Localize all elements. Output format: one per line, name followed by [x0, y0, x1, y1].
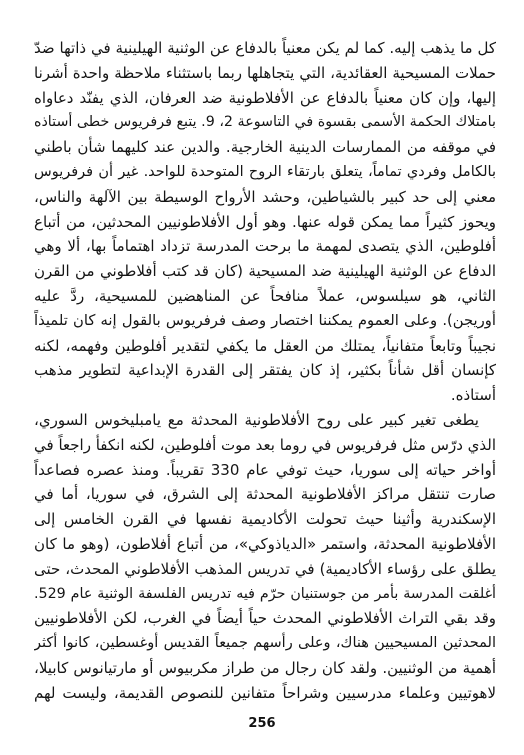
- page-number: 256: [248, 716, 276, 731]
- text-line: معني إلى حد كبير بالشياطين، وحشد الأرواح الوسيطة بين الآلهة والناس،: [34, 187, 496, 206]
- text-line: أستاذه.: [450, 386, 496, 405]
- text-line: الثاني، هو سيلسوس، عملاً منافحاً عن المناهضين للمسيحية، ردَّ عليه: [34, 286, 496, 305]
- text-line: حملات المسيحية العقائدية، التي يتجاهلها ربما باستثناء ملاحظة واحدة أشرنا: [34, 63, 496, 82]
- text-line: الذي درّس مثل فرفريوس في روما بعد موت أفلوطين، لكنه انكفأ راجعاً في: [34, 435, 496, 454]
- text-line: أغلقت المدرسة بأمر من جوستنيان حرّم فيه تدريس الفلسفة الوثنية عام 529.: [34, 585, 496, 602]
- text-line: أفلوطين، الذي يتصدى لمهمة ما برحت المدرسة تزداد اهتماماً بها، ألا وهي: [34, 237, 496, 256]
- text-line: أواخر حياته إلى سوريا، حيث توفي عام 330 تقريباً. ومنذ عصره فصاعداً: [34, 460, 496, 479]
- text-line: ويحوز كثيراً مما يمكن قوله عنها. وهو أول الأفلاطونيين المحدثين، من أتباع: [34, 212, 496, 231]
- text-line: أوريجن). وعلى العموم يمكننا اختصار وصف فرفريوس بالقول إنه كان تلميذاً: [34, 311, 496, 329]
- page-body-text: [34, 36, 496, 706]
- text-line: الإسكندرية وأثينا حيث تحولت الأكاديمية نفسها في القرن الخامس إلى: [34, 510, 496, 529]
- paragraph: [34, 408, 496, 706]
- text-line: نجيباً وتابعاً متفانياً، يمتلك من العقل ما يكفي لتقدير أفلوطين وفهمه، لكنه: [34, 336, 496, 355]
- text-line: إليها، وإن كان معنياً بالدفاع عن الأفلاطونية ضد العرفان، الذي يفنّد دعاواه: [34, 88, 496, 107]
- text-line: كإنسان أقل شأناً بكثير، إذ كان يفتقر إلى القدرة الإبداعية لتطوير مذهب: [34, 361, 496, 380]
- text-line: يطغى تغير كبير على روح الأفلاطونية المحدثة مع يامبليخوس السوري،: [34, 410, 479, 429]
- text-line: كل ما يذهب إليه. كما لم يكن معنياً بالدفاع عن الوثنية الهيلينية في ذاتها ضدّ: [34, 39, 496, 57]
- text-line: بامتلاك الحكمة الأسمى بقسوة في التاسوعة 2، 9. يتبع فرفريوس خطى أستاذه: [34, 114, 496, 131]
- text-line: في موقفه من الممارسات الدينية الخارجية. والدين عند كليهما شأن باطني: [34, 138, 496, 157]
- text-line: لاهوتيين وعلماء مدرسيين وشراحاً متفانين للنصوص القديمة، وليست لهم: [34, 683, 496, 702]
- text-line: بالكامل وفردي تماماً، يتعلق بارتقاء الروح المتوحدة للواحد. غير أن فرفريوس: [34, 163, 496, 180]
- text-line: الدفاع عن الوثنية الهيلينية ضد المسيحية (كان قد كتب أفلاطوني من القرن: [34, 262, 496, 281]
- text-line: يطلق على رؤساء الأكاديمية) في تدريس المذهب الأفلاطوني المحدث، حتى: [34, 559, 496, 578]
- text-line: أهمية من الوثنيين. ولقد كان رجال من طراز مكربيوس أو مارتيانوس كابيلا،: [34, 658, 496, 677]
- paragraph: [34, 36, 496, 408]
- text-line: وقد بقي التراث الأفلاطوني المحدث حياً أيضاً في الغرب، لكن الأفلاطونيين: [34, 609, 496, 628]
- text-line: الأفلاطونية المحدثة، واستمر «الدياذوكي»، من أتباع أفلاطون، (وهو ما كان: [34, 534, 496, 553]
- text-line: صارت تنتقل مراكز الأفلاطونية المحدثة إلى الشرق، في سوريا، أما في: [34, 485, 496, 504]
- text-line: المحدثين المسيحيين هناك، وعلى رأسهم جميعاً القديس أوغسطين، كانوا أكثر: [34, 635, 496, 652]
